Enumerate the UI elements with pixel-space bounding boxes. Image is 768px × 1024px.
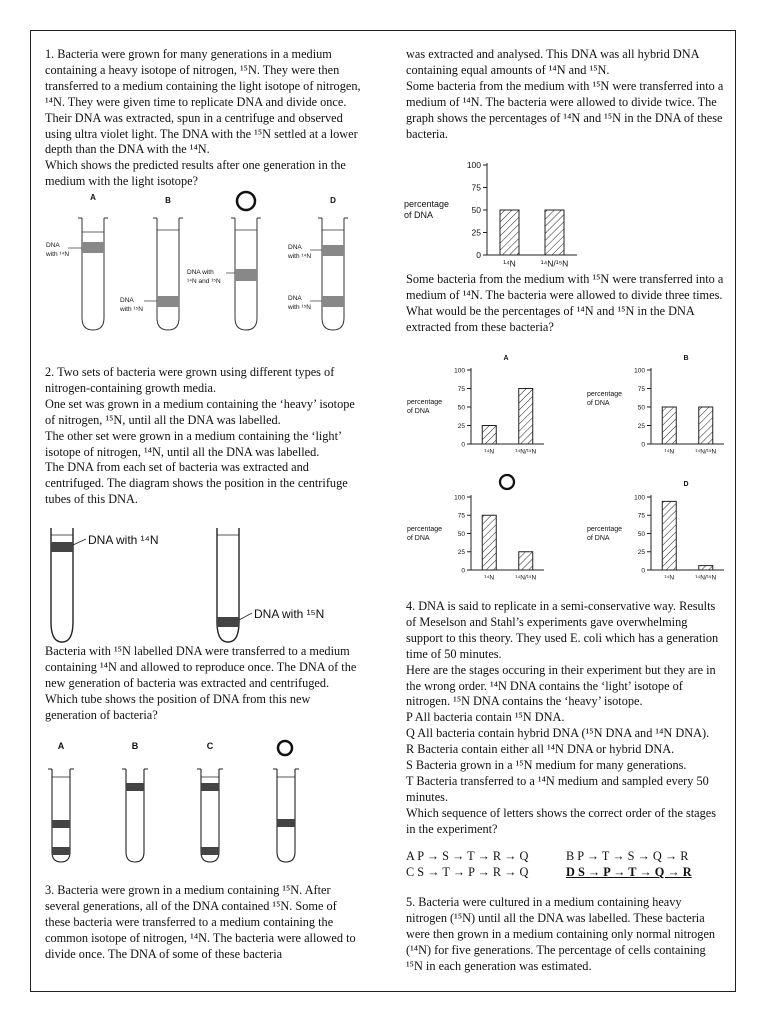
y-tick-label: 75 (637, 385, 645, 393)
bar (482, 515, 496, 570)
q2-option-tubes (40, 737, 370, 867)
q1-label-a-1: DNA (46, 242, 60, 249)
q1-tube-d (287, 218, 348, 330)
x-tick-label: ¹⁴N (503, 258, 516, 269)
q4-choice-d: D S → P → T → Q → R (566, 865, 692, 879)
x-tick-label: ¹⁴N/¹⁵N (695, 574, 717, 582)
y-tick-label: 25 (637, 549, 645, 557)
q4-para1: 4. DNA is said to replicate in a semi-conservative way. Results of Meselson and Stahl’s experiments gave overwhelming support to this theory. They used E. coli which has a generation time of 50 minutes. (406, 599, 719, 661)
q2-tube-d (273, 769, 299, 862)
q1-text (45, 47, 365, 190)
q3-para3: Some bacteria from the medium with ¹⁵N were transferred into a medium of ¹⁴N. The bacteria were allowed to divide twice. The graph shows the percentages of ¹⁴N and ¹⁵N in the DNA of these bacteria. (406, 78, 724, 141)
q4-question: Which sequence of letters shows the correct order of the stages in the experiment? (406, 805, 717, 836)
y-tick-label: 25 (637, 422, 645, 430)
q4-stage-q: Q All bacteria contain hybrid DNA (¹⁵N DNA and ¹⁴N DNA). (406, 726, 710, 741)
y-tick-label: 75 (457, 512, 465, 520)
y-tick-label: 100 (466, 159, 481, 170)
q2-para1: 2. Two sets of bacteria were grown using different types of nitrogen-containing growth media. (45, 365, 335, 395)
q1-answer-circle (237, 192, 255, 210)
q1-label-d-3: DNA (288, 295, 302, 302)
y-tick-label: 100 (634, 367, 645, 375)
q1-option-a: A (90, 193, 96, 202)
x-tick-label: ¹⁴N/¹⁵N (695, 448, 717, 456)
y-tick-label: 0 (476, 249, 481, 260)
q2-option-b: B (131, 741, 139, 751)
q3-option-d-ylabel-2: of DNA (587, 535, 610, 542)
q3-option-b-ylabel-1: percentage (587, 391, 623, 398)
q3-option-c-ylabel-2: of DNA (407, 535, 430, 542)
q2-option-c: C (206, 741, 214, 751)
q1-label-a-2: with ¹⁴N (46, 251, 70, 258)
q3-graph-ylabel-1: percentage (404, 199, 450, 209)
q2-tube-b (122, 769, 148, 862)
y-tick-label: 50 (457, 404, 465, 412)
bar (519, 389, 533, 445)
q3-para1: 3. Bacteria were grown in a medium containing ¹⁵N. After several generations, all of the DNA contained ¹⁵N. Some of these bacteria were transferred to a medium containing the common isotope of nitrogen, ¹⁴N. The bacteria were allowed to divide once. The DNA of some of these bacteria (45, 883, 356, 961)
q3-graph-ylabel-2: of DNA (404, 210, 434, 220)
q3-option-a-title: A (503, 355, 509, 362)
q1-label-b-2: with ¹⁵N (120, 306, 143, 313)
q2-para3: The other set were grown in a medium containing the ‘light’ isotope of nitrogen, ¹⁴N, until all the DNA was labelled. (45, 428, 342, 459)
q5-para1: 5. Bacteria were cultured in a medium containing heavy nitrogen (¹⁵N) until all the DNA was labelled. These bacteria were then grown in a medium containing only normal nitrogen (¹⁴N) for five generations. The percentage of cells containing ¹⁵N in each generation was estimated. (406, 895, 716, 973)
y-tick-label: 25 (457, 422, 465, 430)
q2-text-2 (45, 644, 365, 724)
y-tick-label: 50 (457, 530, 465, 538)
q3-question: What would be the percentages of ¹⁴N and ¹⁵N in the DNA extracted from these bacteria? (406, 303, 695, 334)
y-tick-label: 50 (471, 204, 481, 215)
q2-tube-15n (217, 528, 324, 642)
x-tick-label: ¹⁴N (664, 574, 675, 582)
y-tick-label: 50 (637, 530, 645, 538)
q4-choice-c: C S → T → P → R → Q (406, 865, 529, 879)
bar (662, 407, 676, 444)
q1-tube-a (45, 218, 108, 330)
y-tick-label: 50 (637, 404, 645, 412)
x-tick-label: ¹⁴N/¹⁵N (515, 448, 537, 456)
y-tick-label: 0 (461, 567, 465, 575)
y-tick-label: 0 (461, 441, 465, 449)
q3-option-b-graph (587, 352, 737, 460)
x-tick-label: ¹⁴N (664, 448, 675, 456)
bar (482, 426, 496, 445)
bar (500, 210, 519, 255)
q3-para4: Some bacteria from the medium with ¹⁵N were transferred into a medium of ¹⁴N. The bacteria were allowed to divide three times. (406, 272, 724, 302)
q1-label-d-1: DNA (288, 244, 302, 251)
q1-option-b: B (165, 196, 171, 205)
q3-option-d-ylabel-1: percentage (587, 526, 623, 533)
q3-option-d-graph (587, 472, 737, 584)
q4-choice-b: B P → T → S → Q → R (566, 849, 689, 863)
q1-tube-diagram (40, 190, 370, 335)
q1-label-b-1: DNA (120, 297, 134, 304)
q2-para2: One set was grown in a medium containing the ‘heavy’ isotope of nitrogen, ¹⁵N, until all the DNA was labelled. (45, 396, 355, 427)
q1-option-d: D (330, 196, 336, 205)
q3-option-d-title: D (683, 481, 689, 488)
y-tick-label: 100 (634, 494, 645, 502)
q3-option-c-ylabel-1: percentage (407, 526, 443, 533)
y-tick-label: 25 (471, 227, 481, 238)
q1-label-c-1: DNA with (187, 269, 214, 276)
q3-para2: was extracted and analysed. This DNA was all hybrid DNA containing equal amounts of ¹⁴N and ¹⁵N. (406, 47, 699, 77)
q4-choice-a: A P → S → T → R → Q (406, 849, 529, 863)
q3-answer-circle (500, 475, 514, 489)
bar (699, 566, 713, 570)
q3-text (45, 883, 365, 963)
q2-para4: The DNA from each set of bacteria was extracted and centrifuged. The diagram shows the position in the centrifuge tubes of this DNA. (45, 460, 348, 507)
y-tick-label: 25 (457, 549, 465, 557)
q3-option-a-graph (407, 352, 557, 460)
q3-graph (404, 155, 594, 277)
q3-option-b-ylabel-2: of DNA (587, 400, 610, 407)
y-tick-label: 75 (471, 182, 481, 193)
y-tick-label: 0 (641, 441, 645, 449)
bar (519, 552, 533, 570)
q2-answer-circle (278, 741, 292, 755)
bar (699, 407, 713, 444)
q2-tube-c (197, 769, 223, 862)
q2-text (45, 365, 365, 508)
q4-stage-p: P All bacteria contain ¹⁵N DNA. (406, 710, 565, 725)
y-tick-label: 75 (457, 385, 465, 393)
q3-text-cont (406, 47, 724, 142)
q1-tube-c (187, 218, 261, 330)
x-tick-label: ¹⁴N/¹⁵N (540, 258, 569, 269)
q3-option-c-graph (407, 472, 557, 584)
q4-para2: Here are the stages occuring in their experiment but they are in the wrong order. ¹⁴N DNA contains the ‘light’ isotope of nitrogen. ¹⁵N DNA contains the ‘heavy’ isotope. (406, 662, 716, 709)
y-tick-label: 100 (454, 367, 465, 375)
q4-text (406, 599, 724, 838)
q1-intro: 1. Bacteria were grown for many generations in a medium containing a heavy isotope of nitrogen, ¹⁵N. They were then transferred to a medium containing the light isotope of nitrogen, ¹⁴N. They were given time to replicate DNA and divide once. Their DNA was extracted, spun in a centrifuge and observed using ultra violet light. The DNA with the ¹⁵N settled at a lower depth than the DNA with the ¹⁴N. (45, 47, 361, 157)
q3-text-2 (406, 272, 724, 336)
x-tick-label: ¹⁴N (484, 574, 495, 582)
q5-text (406, 895, 724, 975)
q3-option-a-ylabel-2: of DNA (407, 408, 430, 415)
q4-stage-t: T Bacteria transferred to a ¹⁴N medium and sampled every 50 minutes. (406, 773, 709, 804)
y-tick-label: 100 (454, 494, 465, 502)
q1-tube-b (119, 218, 183, 330)
q2-question: Which tube shows the position of DNA from this new generation of bacteria? (45, 691, 311, 722)
q1-question: Which shows the predicted results after one generation in the medium with the light isotope? (45, 158, 346, 189)
q2-tube-diagram (40, 522, 370, 644)
x-tick-label: ¹⁴N/¹⁵N (515, 574, 537, 582)
y-tick-label: 75 (637, 512, 645, 520)
bar (662, 501, 676, 570)
bar (545, 210, 564, 255)
q1-label-d-2: with ¹⁴N (288, 253, 312, 260)
q3-option-b-title: B (683, 355, 689, 362)
q2-label-15n: DNA with ¹⁵N (254, 607, 325, 621)
x-tick-label: ¹⁴N (484, 448, 495, 456)
q2-tube-a (48, 769, 74, 862)
q3-option-a-ylabel-1: percentage (407, 399, 443, 406)
y-tick-label: 0 (641, 567, 645, 575)
q2-option-a: A (57, 741, 65, 751)
q4-stage-s: S Bacteria grown in a ¹⁵N medium for many generations. (406, 758, 687, 773)
q4-stage-r: R Bacteria contain either all ¹⁴N DNA or hybrid DNA. (406, 742, 675, 757)
q2-label-14n: DNA with ¹⁴N (88, 533, 159, 547)
q1-label-c-2: ¹⁴N and ¹⁵N (187, 278, 221, 285)
q2-para5: Bacteria with ¹⁵N labelled DNA were transferred to a medium containing ¹⁴N and allowed to reproduce once. The DNA of the new generation of bacteria was extracted and centrifuged. (45, 644, 357, 690)
q2-tube-14n (51, 528, 159, 642)
q1-label-d-4: with ¹⁵N (288, 304, 311, 311)
